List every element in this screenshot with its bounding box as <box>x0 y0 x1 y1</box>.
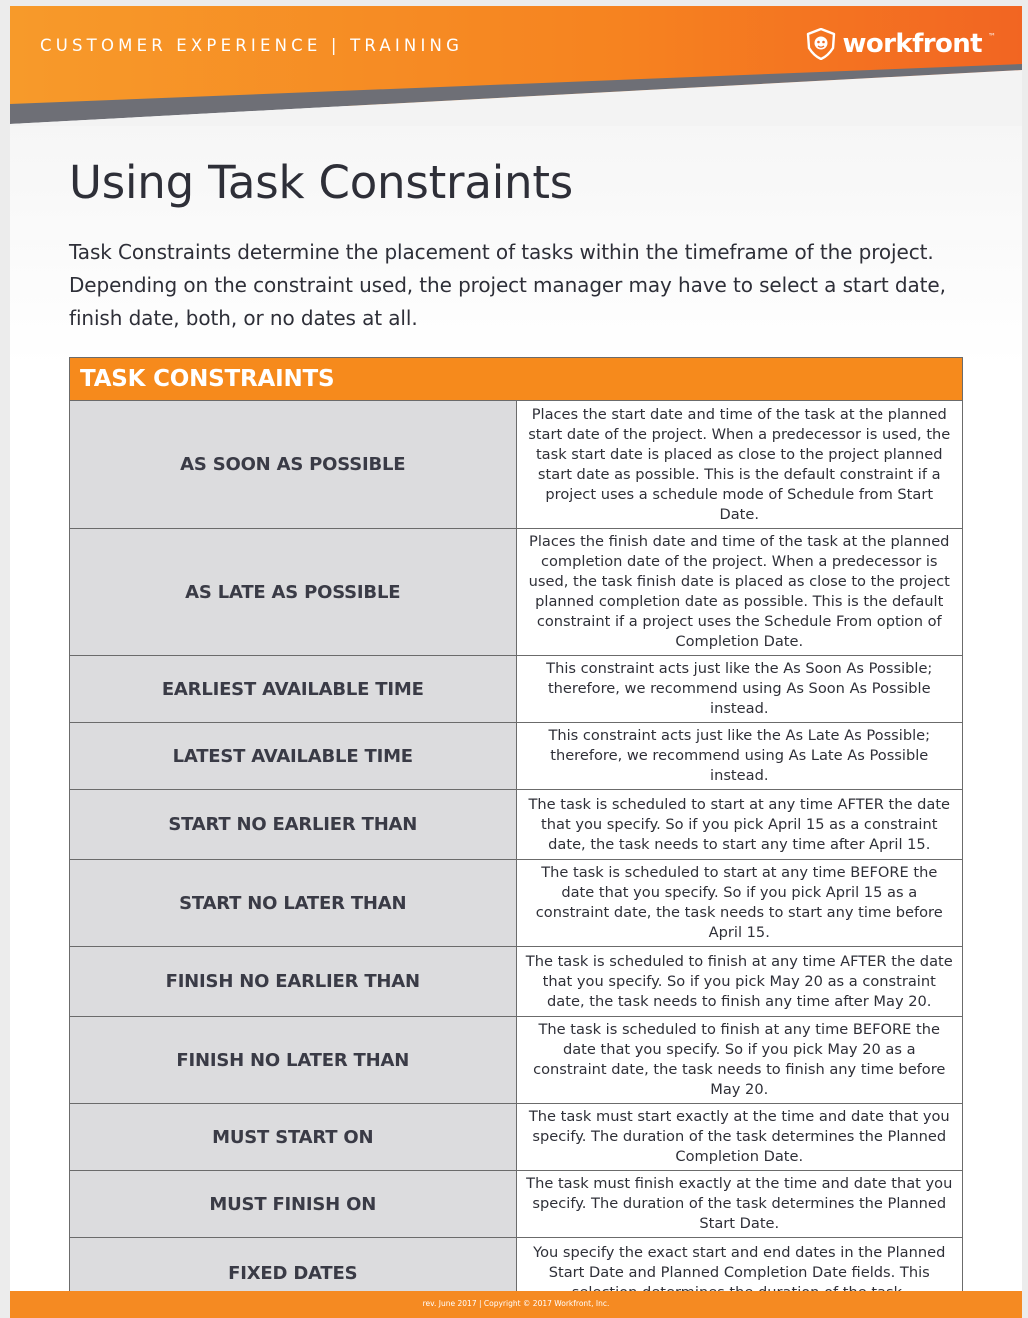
brand-trademark: ™ <box>988 32 996 41</box>
constraint-description: The task is scheduled to start at any time AFTER the date that you specify. So if you pick April 15 as a constraint date, the task needs to start any time after April 15. <box>516 790 963 860</box>
brand-name: workfront <box>842 29 982 59</box>
constraint-description: This constraint acts just like the As Soon As Possible; therefore, we recommend using As Soon As Possible instead. <box>516 656 963 723</box>
constraint-description: The task is scheduled to finish at any time BEFORE the date that you specify. So if you pick May 20 as a constraint date, the task needs to finish any time before May 20. <box>516 1017 963 1104</box>
table-row <box>70 947 963 1017</box>
constraint-description: The task must start exactly at the time and date that you specify. The duration of the task determines the Planned Completion Date. <box>516 1104 963 1171</box>
constraint-name: AS LATE AS POSSIBLE <box>70 529 517 656</box>
header-graphic <box>10 6 1022 126</box>
constraints-table <box>69 357 963 1309</box>
table-row <box>70 1104 963 1171</box>
intro-paragraph: Task Constraints determine the placement of tasks within the timeframe of the project. Depending on the constraint used, the project manager may have to select a start date, finish date, both, or no dates at all. <box>69 240 946 330</box>
workfront-logo <box>806 26 996 62</box>
constraint-name: MUST FINISH ON <box>70 1171 517 1238</box>
table-row <box>70 1017 963 1104</box>
table-header-row <box>70 358 963 401</box>
document-page <box>10 6 1022 1318</box>
table-row <box>70 723 963 790</box>
table-heading: TASK CONSTRAINTS <box>70 358 963 401</box>
constraint-name: FIXED DATES <box>70 1238 517 1309</box>
constraint-name: FINISH NO EARLIER THAN <box>70 947 517 1017</box>
constraint-description: This constraint acts just like the As Late As Possible; therefore, we recommend using As Late As Possible instead. <box>516 723 963 790</box>
page-title: Using Task Constraints <box>69 156 574 209</box>
header-label: CUSTOMER EXPERIENCE | TRAINING <box>40 36 464 55</box>
table-row <box>70 656 963 723</box>
constraint-name: LATEST AVAILABLE TIME <box>70 723 517 790</box>
table-row <box>70 790 963 860</box>
constraint-name: MUST START ON <box>70 1104 517 1171</box>
table-row <box>70 860 963 947</box>
constraint-description: The task is scheduled to start at any time BEFORE the date that you specify. So if you pick April 15 as a constraint date, the task needs to start any time before April 15. <box>516 860 963 947</box>
constraint-description: Places the start date and time of the task at the planned start date of the project. When a predecessor is used, the task start date is placed as close to the project planned start date as possible. This is the default constraint if a project uses a schedule mode of Schedule from Start Date. <box>516 401 963 529</box>
table-row <box>70 401 963 529</box>
constraint-name: START NO LATER THAN <box>70 860 517 947</box>
table-row <box>70 529 963 656</box>
footer-copyright: rev. June 2017 | Copyright © 2017 Workfront, Inc. <box>422 1299 610 1308</box>
constraint-description: The task is scheduled to finish at any time AFTER the date that you specify. So if you pick May 20 as a constraint date, the task needs to finish any time after May 20. <box>516 947 963 1017</box>
header-band <box>10 6 1022 126</box>
constraint-description: Places the finish date and time of the task at the planned completion date of the project. When a predecessor is used, the task finish date is placed as close to the project planned completion date as possible. This is the default constraint if a project uses the Schedule From option of Completion Date. <box>516 529 963 656</box>
constraint-name: AS SOON AS POSSIBLE <box>70 401 517 529</box>
constraint-description: You specify the exact start and end dates in the Planned Start Date and Planned Completion Date fields. This <box>516 1238 963 1309</box>
lion-shield-icon <box>806 28 836 60</box>
constraint-name: FINISH NO LATER THAN <box>70 1017 517 1104</box>
constraint-description: The task must finish exactly at the time and date that you specify. The duration of the task determines the Planned Start Date. <box>516 1171 963 1238</box>
constraint-name: EARLIEST AVAILABLE TIME <box>70 656 517 723</box>
constraint-name: START NO EARLIER THAN <box>70 790 517 860</box>
table-row <box>70 1171 963 1238</box>
